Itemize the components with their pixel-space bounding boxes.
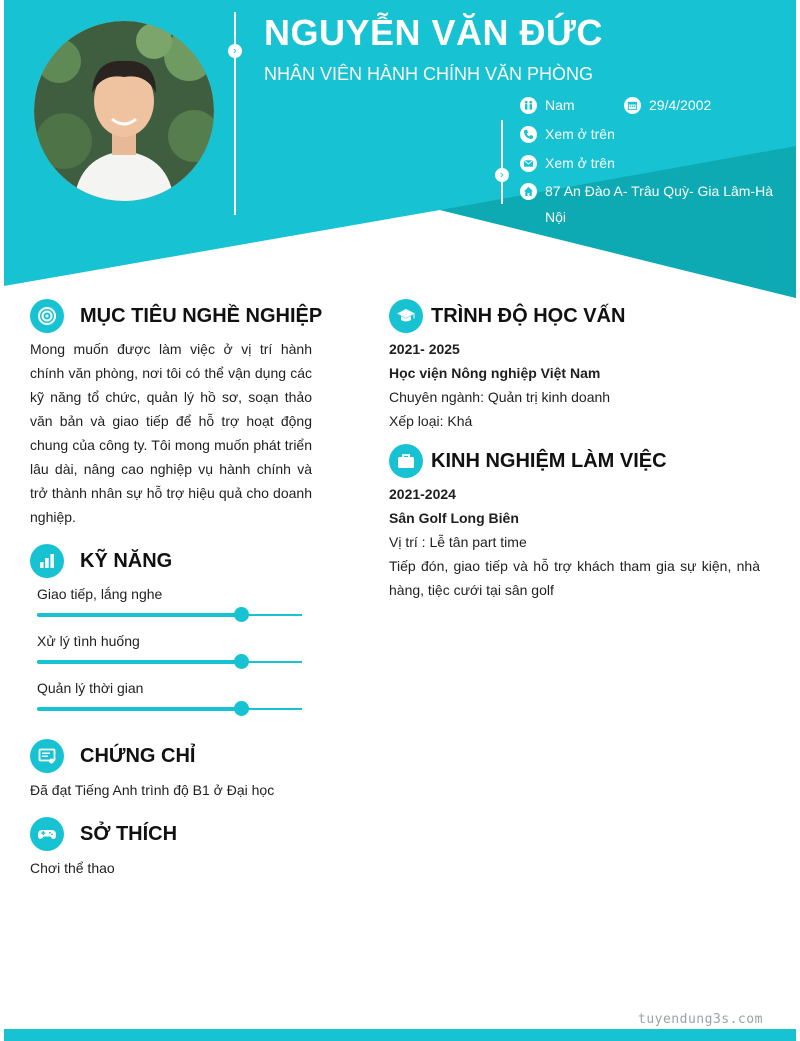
bar-chart-icon: [30, 544, 64, 578]
skill-bar-knob: [234, 701, 249, 716]
header-divider-line: [234, 12, 236, 215]
skills-heading: KỸ NĂNG: [80, 549, 173, 572]
education-major: Chuyên ngành: Quản trị kinh doanh: [389, 389, 611, 405]
home-icon: [520, 183, 537, 200]
experience-section-title: [389, 444, 667, 478]
experience-description: Tiếp đón, giao tiếp và hỗ trợ khách tham gia sự kiện, nhà hàng, tiệc cưới tại sân golf: [389, 558, 760, 598]
certificates-text: Đã đạt Tiếng Anh trình độ B1 ở Đại học: [30, 782, 275, 798]
graduation-cap-icon: [389, 299, 423, 333]
education-heading: TRÌNH ĐỘ HỌC VẤN: [431, 304, 626, 327]
avatar: [34, 21, 214, 201]
skill-bar-knob: [234, 654, 249, 669]
objective-text: Mong muốn được làm việc ở vị trí hành chính văn phòng, nơi tôi có thể vận dụng các kỹ năng tổ chức, quản lý hồ sơ, soạn thảo văn bản và giao tiếp để hỗ trợ hoạt động chung của công ty. Tôi mong muốn phát triển lâu dài, nâng cao nghiệp vụ hành chính và trở thành nhân sự hỗ trợ hiệu quả cho doanh nghiệp.: [30, 341, 312, 525]
email-icon: [520, 155, 537, 172]
phone-icon: [520, 126, 537, 143]
candidate-name: NGUYỄN VĂN ĐỨC: [264, 12, 603, 53]
certificates-section-title: [30, 739, 195, 773]
skills-section-title: [30, 544, 172, 578]
phone-info: [520, 125, 615, 147]
objective-heading: MỤC TIÊU NGHỀ NGHIỆP: [80, 304, 323, 327]
certificate-icon: [30, 739, 64, 773]
hobbies-heading: SỞ THÍCH: [80, 822, 178, 845]
gender-icon: [520, 97, 537, 114]
chevron-right-icon: ›: [228, 44, 242, 58]
birthdate-info: [624, 96, 711, 118]
education-school: Học viện Nông nghiệp Việt Nam: [389, 365, 601, 381]
experience-heading: KINH NGHIỆM LÀM VIỆC: [431, 449, 667, 472]
skill-bar: [37, 614, 302, 616]
skill-label: Quản lý thời gian: [37, 680, 144, 696]
birthdate-text: 29/4/2002: [649, 97, 712, 113]
chevron-right-icon: ›: [495, 168, 509, 182]
education-period: 2021- 2025: [389, 341, 460, 357]
address-line-1: 87 An Đào A- Trâu Quỳ- Gia Lâm-Hà: [545, 183, 773, 199]
experience-company: Sân Golf Long Biên: [389, 510, 519, 526]
gamepad-icon: [30, 817, 64, 851]
certificates-heading: CHỨNG CHỈ: [80, 744, 196, 767]
email-text: Xem ở trên: [545, 155, 615, 171]
education-grade: Xếp loại: Khá: [389, 413, 473, 429]
skill-label: Xử lý tình huống: [37, 633, 140, 649]
avatar-photo: [34, 21, 214, 201]
info-divider-line: [501, 120, 503, 204]
experience-position: Vị trí : Lễ tân part time: [389, 534, 527, 550]
address-text: [545, 178, 773, 230]
target-icon: [30, 299, 64, 333]
objective-section-title: [30, 299, 322, 333]
experience-period: 2021-2024: [389, 486, 456, 502]
candidate-title: NHÂN VIÊN HÀNH CHÍNH VĂN PHÒNG: [264, 64, 594, 84]
footer-bar: [4, 1029, 796, 1041]
skill-bar: [37, 708, 302, 710]
hobbies-section-title: [30, 817, 177, 851]
briefcase-icon: [389, 444, 423, 478]
address-line-2: Nội: [545, 209, 567, 225]
skill-bar-knob: [234, 607, 249, 622]
watermark: tuyendung3s.com: [638, 1012, 763, 1027]
calendar-icon: [624, 97, 641, 114]
gender-text: Nam: [545, 97, 575, 113]
phone-text: Xem ở trên: [545, 126, 615, 142]
hobbies-text: Chơi thể thao: [30, 860, 115, 876]
email-info: [520, 154, 615, 176]
skill-bar-fill: [37, 613, 241, 617]
skill-label: Giao tiếp, lắng nghe: [37, 586, 163, 602]
skill-bar: [37, 661, 302, 663]
skill-bar-fill: [37, 707, 241, 711]
education-section-title: [389, 299, 625, 333]
address-info: [520, 182, 780, 230]
gender-info: [520, 96, 575, 118]
skill-bar-fill: [37, 660, 241, 664]
